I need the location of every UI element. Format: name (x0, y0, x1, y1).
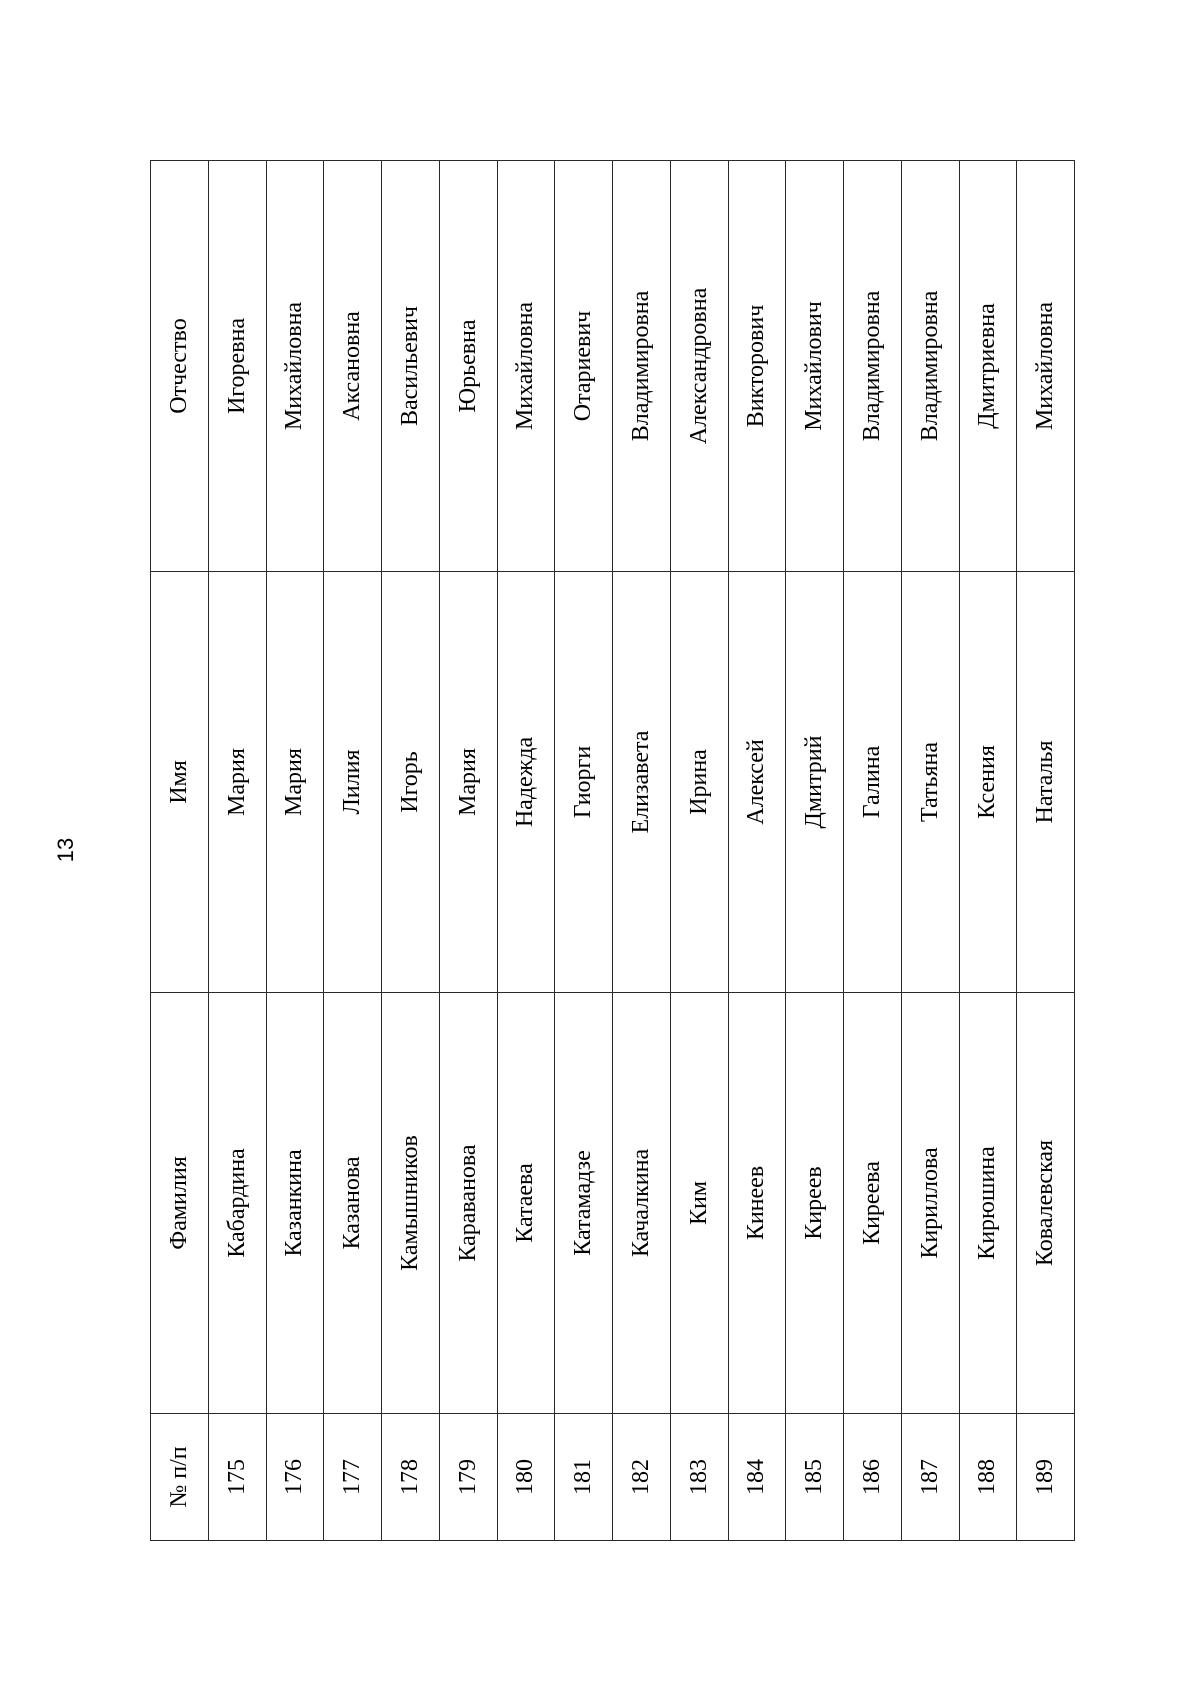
cell-first-name: Мария (439, 572, 497, 993)
cell-patronymic: Отариевич (555, 161, 613, 572)
cell-patronymic: Викторович (728, 161, 786, 572)
table-row (959, 161, 1017, 1541)
table-row (1017, 161, 1075, 1541)
cell-last-name: Кириллова (901, 993, 959, 1414)
header-last-name: Фамилия (151, 993, 209, 1414)
cell-first-name: Надежда (497, 572, 555, 993)
cell-first-name: Мария (266, 572, 324, 993)
table-row (613, 161, 671, 1541)
table-row (844, 161, 902, 1541)
cell-first-name: Мария (208, 572, 266, 993)
cell-patronymic: Александровна (670, 161, 728, 572)
cell-patronymic: Михайлович (786, 161, 844, 572)
cell-first-name: Ксения (959, 572, 1017, 993)
header-first-name: Имя (151, 572, 209, 993)
table-row (670, 161, 728, 1541)
cell-patronymic: Аксановна (324, 161, 382, 572)
cell-patronymic: Владимировна (613, 161, 671, 572)
cell-num: 185 (786, 1414, 844, 1541)
cell-last-name: Ким (670, 993, 728, 1414)
cell-num: 179 (439, 1414, 497, 1541)
cell-first-name: Гиорги (555, 572, 613, 993)
persons-table (150, 160, 1075, 1541)
table-row (555, 161, 613, 1541)
cell-first-name: Елизавета (613, 572, 671, 993)
cell-patronymic: Игоревна (208, 161, 266, 572)
cell-last-name: Качалкина (613, 993, 671, 1414)
page-number: 13 (53, 837, 78, 863)
cell-first-name: Галина (844, 572, 902, 993)
cell-patronymic: Владимировна (901, 161, 959, 572)
cell-first-name: Ирина (670, 572, 728, 993)
table-header-row (151, 161, 209, 1541)
cell-num: 186 (844, 1414, 902, 1541)
cell-first-name: Дмитрий (786, 572, 844, 993)
cell-last-name: Киреева (844, 993, 902, 1414)
table-frame (150, 161, 1074, 1541)
cell-last-name: Кинеев (728, 993, 786, 1414)
cell-last-name: Караванова (439, 993, 497, 1414)
table-row (497, 161, 555, 1541)
table-row (266, 161, 324, 1541)
cell-last-name: Камышников (382, 993, 440, 1414)
cell-num: 189 (1017, 1414, 1075, 1541)
cell-num: 178 (382, 1414, 440, 1541)
table-row (439, 161, 497, 1541)
cell-last-name: Кабардина (208, 993, 266, 1414)
cell-num: 176 (266, 1414, 324, 1541)
cell-num: 187 (901, 1414, 959, 1541)
cell-num: 181 (555, 1414, 613, 1541)
table-row (208, 161, 266, 1541)
cell-last-name: Казанкина (266, 993, 324, 1414)
cell-num: 175 (208, 1414, 266, 1541)
cell-first-name: Наталья (1017, 572, 1075, 993)
table-row (324, 161, 382, 1541)
cell-last-name: Катаева (497, 993, 555, 1414)
cell-last-name: Киреев (786, 993, 844, 1414)
rotated-table-container (150, 161, 1074, 1541)
table-row (786, 161, 844, 1541)
cell-num: 180 (497, 1414, 555, 1541)
cell-last-name: Кирюшина (959, 993, 1017, 1414)
cell-first-name: Лилия (324, 572, 382, 993)
cell-patronymic: Михайловна (1017, 161, 1075, 572)
cell-num: 182 (613, 1414, 671, 1541)
cell-num: 184 (728, 1414, 786, 1541)
header-num: № п/п (151, 1414, 209, 1541)
cell-patronymic: Михайловна (497, 161, 555, 572)
table-row (382, 161, 440, 1541)
cell-num: 177 (324, 1414, 382, 1541)
cell-patronymic: Дмитриевна (959, 161, 1017, 572)
cell-first-name: Игорь (382, 572, 440, 993)
cell-last-name: Катамадзе (555, 993, 613, 1414)
cell-first-name: Алексей (728, 572, 786, 993)
table-row (901, 161, 959, 1541)
cell-first-name: Татьяна (901, 572, 959, 993)
cell-last-name: Ковалевская (1017, 993, 1075, 1414)
cell-patronymic: Михайловна (266, 161, 324, 572)
cell-last-name: Казанова (324, 993, 382, 1414)
header-patronymic: Отчество (151, 161, 209, 572)
cell-patronymic: Юрьевна (439, 161, 497, 572)
table-row (728, 161, 786, 1541)
cell-num: 188 (959, 1414, 1017, 1541)
cell-num: 183 (670, 1414, 728, 1541)
cell-patronymic: Васильевич (382, 161, 440, 572)
cell-patronymic: Владимировна (844, 161, 902, 572)
